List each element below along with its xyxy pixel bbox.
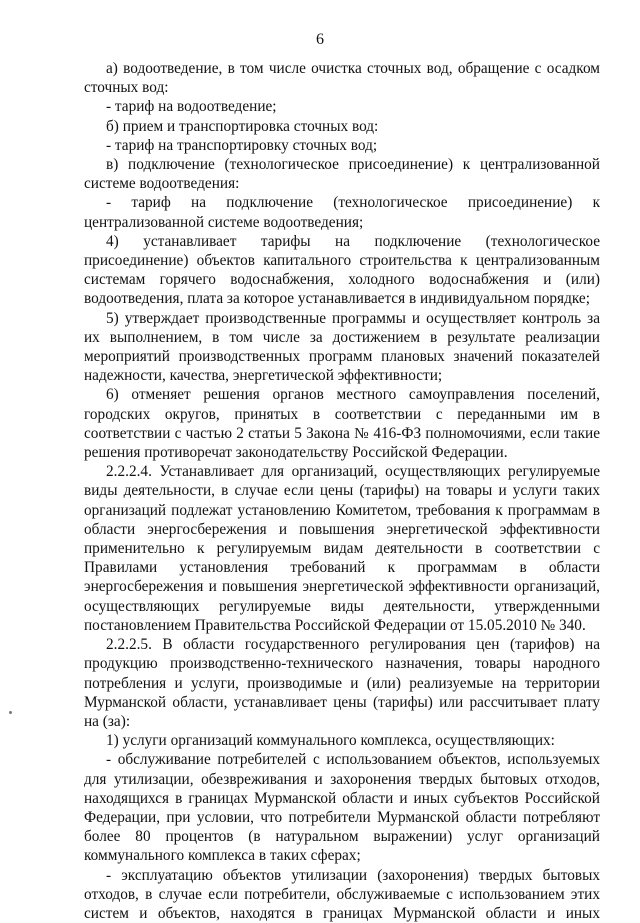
paragraph: 4) устанавливает тарифы на подключение (технологическое присоединение) объектов капитального строительства к централизованным системам горячего водоснабжения, холодного водоснабжения и (или) водоотведения, плата за которое устанавливается в индивидуальном порядке; — [84, 232, 600, 308]
paragraph: б) прием и транспортировка сточных вод: — [106, 117, 379, 135]
paragraph: 6) отменяет решения органов местного самоуправления поселений, городских округов, принятых в соответствии с переданными им в соответствии с частью 2 статьи 5 Закона № 416-ФЗ полномочиями, если такие решения противоречат законодательству Российской Федерации. — [84, 386, 600, 462]
page-body — [84, 59, 600, 923]
paragraph: - тариф на водоотведение; — [106, 98, 277, 116]
paragraph: - тариф на подключение (технологическое присоединение) к централизованной системе водоотведения; — [84, 194, 600, 231]
paragraph: в) подключение (технологическое присоединение) к централизованной системе водоотведения: — [84, 156, 600, 193]
paragraph: 5) утверждает производственные программы и осуществляет контроль за их выполнением, в том числе за достижением в результате реализации мероприятий производственных программ плановых значений показателей надежности, качества, энергетической эффективности; — [84, 309, 600, 385]
paragraph: а) водоотведение, в том числе очистка сточных вод, обращение с осадком сточных вод: — [84, 60, 600, 97]
paragraph: 2.2.2.4. Устанавливает для организаций, осуществляющих регулируемые виды деятельности, в случае если цены (тарифы) на товары и услуги таких организаций подлежат установлению Комитетом, требования к программам в области энергосбережения и повышения энергетической эффективности применительно к регулируемым видам деятельности в соответствии с Правилами установления требований к программам в области энергосбережения и повышения энергетической эффективности организаций, осуществляющих регулируемые виды деятельности, утвержденными постановлением Правительства Российской Федерации от 15.05.2010 № 340. — [84, 463, 600, 634]
paragraph: - обслуживание потребителей с использованием объектов, используемых для утилизации, обезвреживания и захоронения твердых бытовых отходов, находящихся в границах Мурманской области и иных субъектов Российской Федерации, при условии, что потребители Мурманской области потребляют более 80 процентов (в натуральном выражении) услуг организаций коммунального комплекса в таких сферах; — [84, 751, 600, 865]
paragraph: 1) услуги организаций коммунального комплекса, осуществляющих: — [106, 732, 555, 750]
paragraph: - тариф на транспортировку сточных вод; — [106, 136, 378, 154]
scan-speck — [9, 711, 12, 714]
page-number: 6 — [316, 31, 324, 48]
paragraph-continued: - эксплуатацию объектов утилизации (захоронения) твердых бытовых отходов, в случае если потребители, обслуживаемые с использованием этих систем и объектов, находятся в границах Мурманской области и иных — [84, 866, 600, 922]
paragraph: 2.2.2.5. В области государственного регулирования цен (тарифов) на продукцию производственно-технического назначения, товары народного потребления и услуги, производимые и (или) реализуемые на территории Мурманской области, устанавливает цены (тарифы) или рассчитывает плату на (за): — [84, 636, 600, 730]
